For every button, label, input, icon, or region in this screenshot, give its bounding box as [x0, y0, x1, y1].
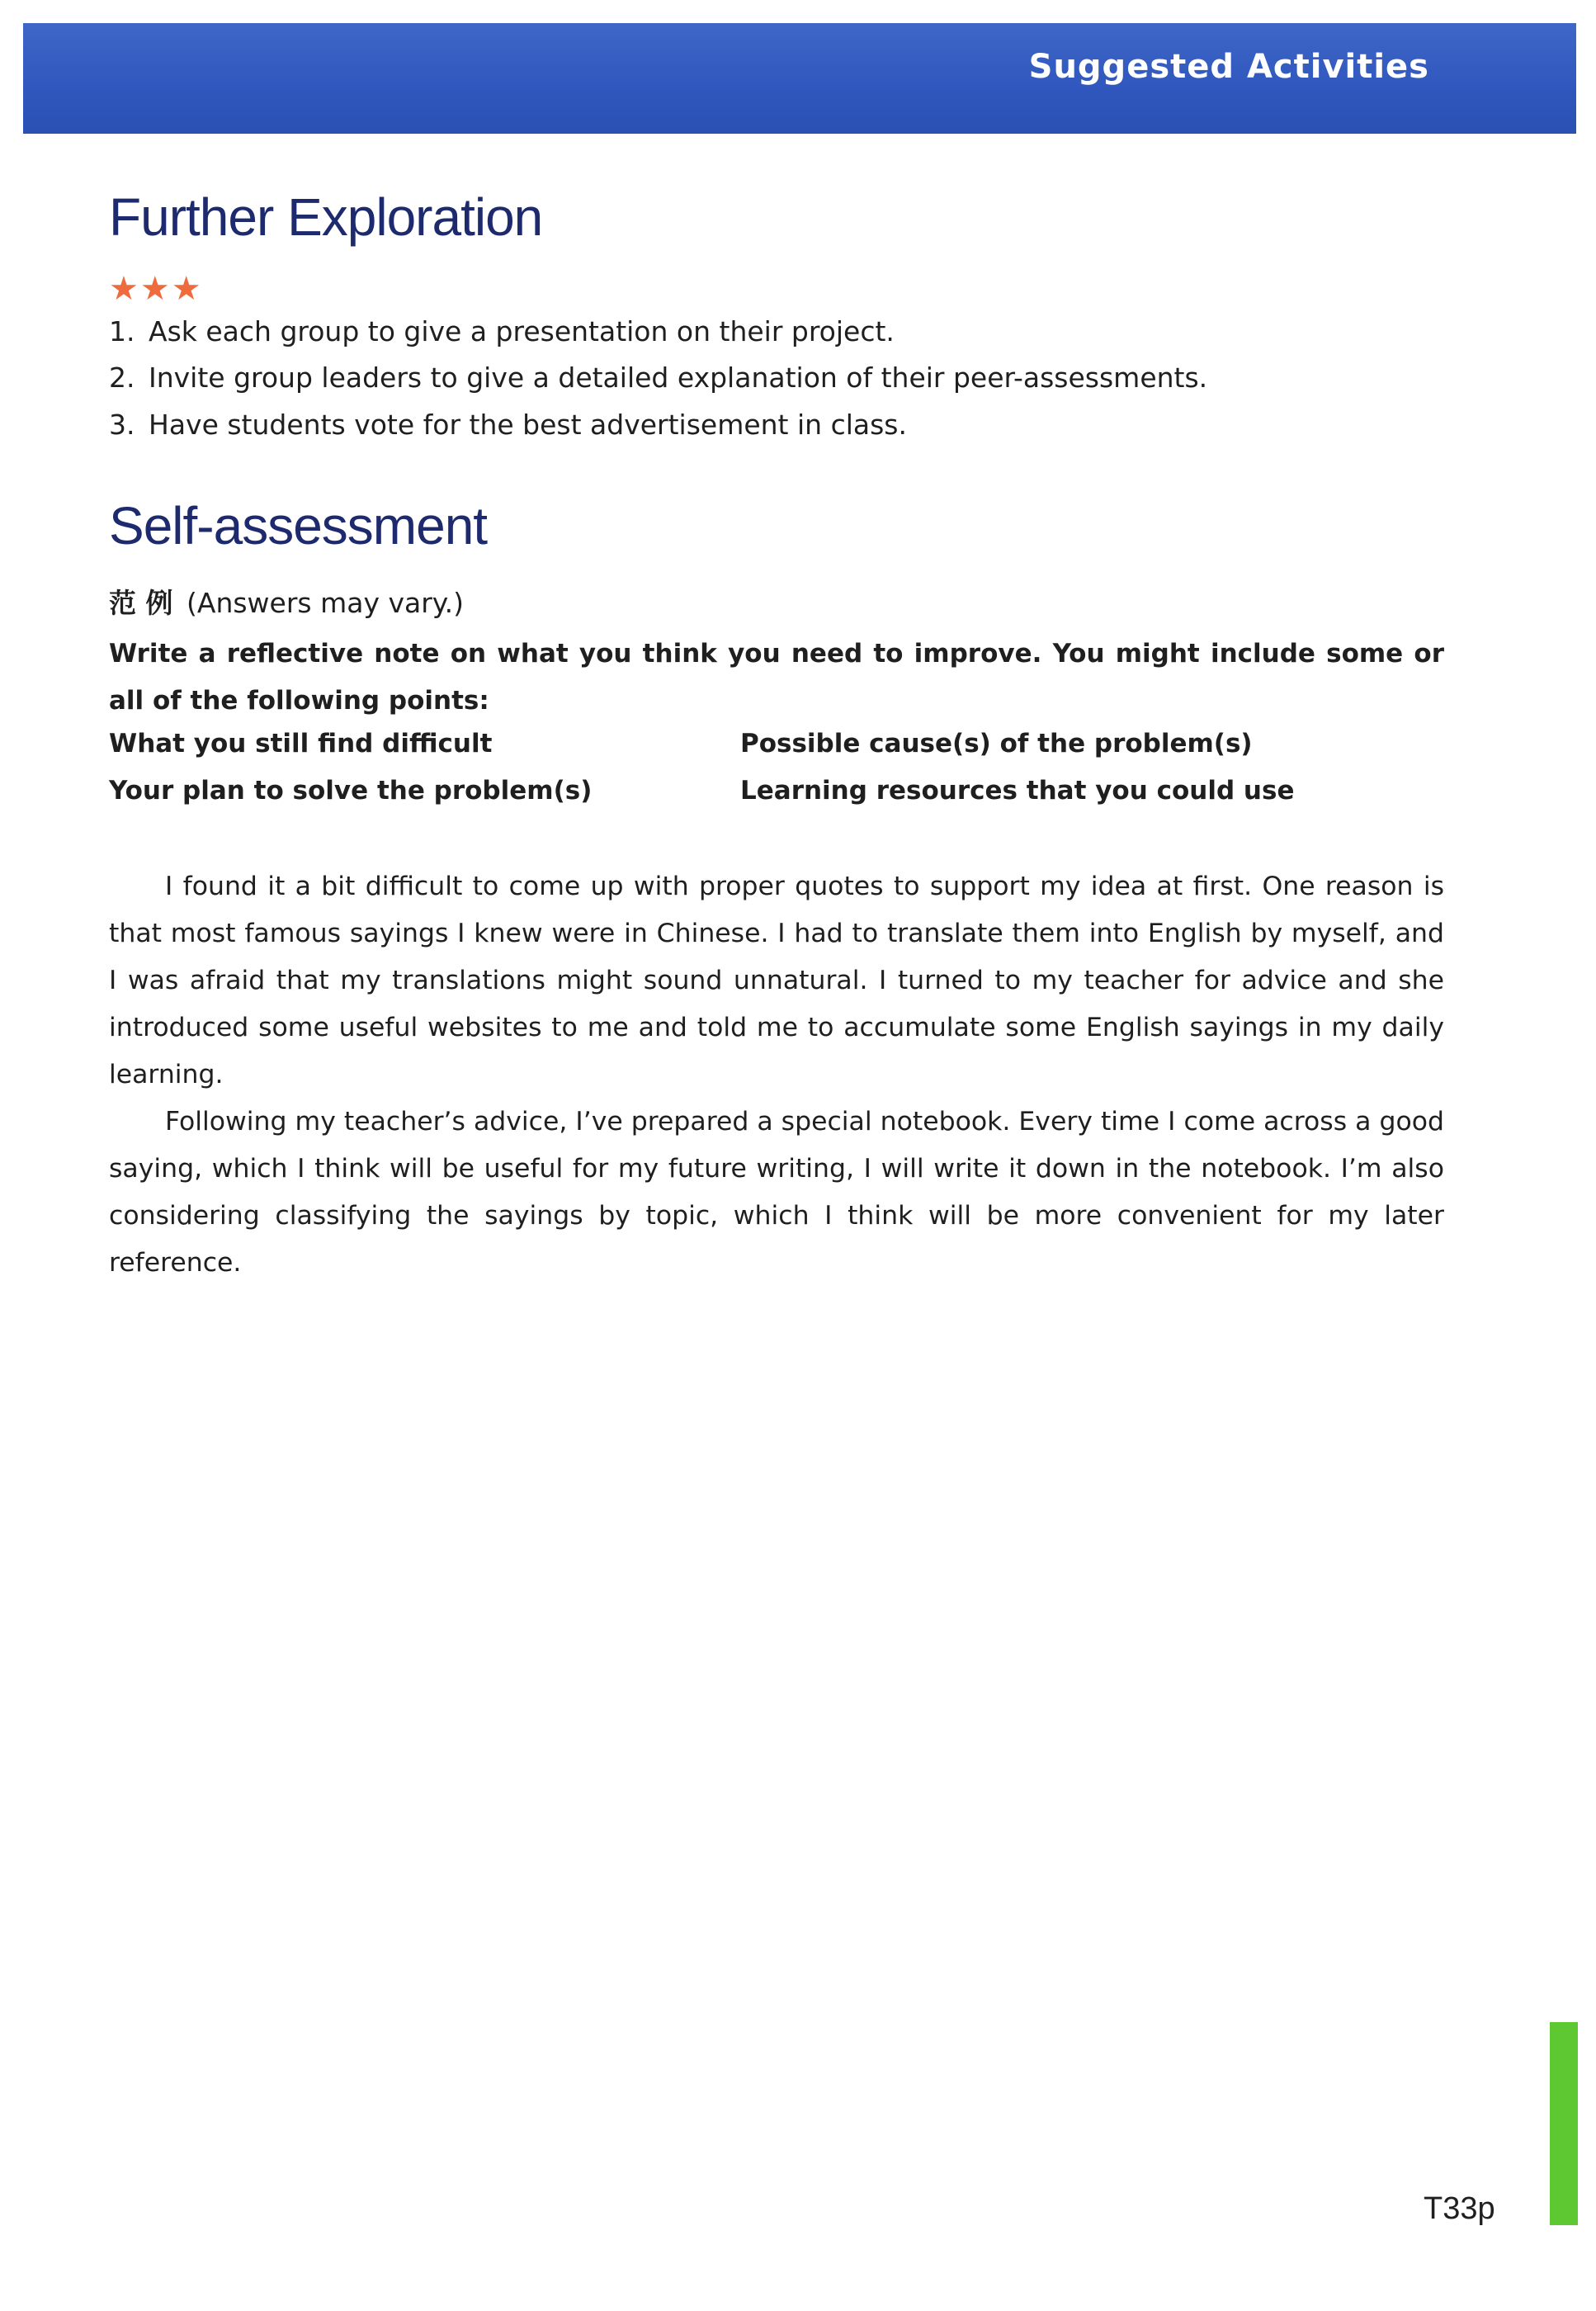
- point-item: Learning resources that you could use: [740, 776, 1295, 806]
- sample-note: (Answers may vary.): [187, 587, 464, 619]
- sample-label: [109, 582, 464, 621]
- list-text: Ask each group to give a presentation on their project.: [149, 315, 895, 347]
- essay-paragraph: I found it a bit difficult to come up with proper quotes to support my idea at first. One reason is that most famous sayings I knew were in Chinese. I had to translate them into English by myself, and I was afraid that my translations might sound unnatural. I turned to my teacher for advice and she introduced some useful websites to me and told me to accumulate some English sayings in my daily learning.: [109, 872, 1444, 1089]
- list-number: 2.: [109, 362, 135, 394]
- point-item: Possible cause(s) of the problem(s): [740, 729, 1253, 759]
- section-heading-further-exploration: Further Exploration: [109, 187, 543, 247]
- difficulty-stars-icon: ★★★: [109, 270, 203, 308]
- list-text: Have students vote for the best advertisement in class.: [149, 409, 907, 441]
- header-title: Suggested Activities: [1028, 48, 1429, 86]
- list-item: [109, 315, 895, 348]
- sample-cn-label: 范 例: [109, 587, 173, 619]
- side-tab-marker: [1550, 2022, 1578, 2225]
- list-item: [109, 409, 907, 442]
- essay-paragraph: Following my teacher’s advice, I’ve prepared a special notebook. Every time I come across a good saying, which I think will be useful for my future writing, I will write it down in the notebook. I’m also considering classifying the sayings by topic, which I think will be more convenient for my later reference.: [109, 1107, 1444, 1278]
- list-number: 3.: [109, 409, 135, 441]
- point-item: Your plan to solve the problem(s): [109, 776, 593, 806]
- section-heading-self-assessment: Self-assessment: [109, 496, 488, 555]
- list-item: [109, 362, 1207, 395]
- list-text: Invite group leaders to give a detailed explanation of their peer-assessments.: [149, 362, 1208, 394]
- reflective-note-prompt: Write a reflective note on what you think you need to improve. You might include some or all of the following points:: [109, 639, 1444, 716]
- list-number: 1.: [109, 315, 135, 347]
- point-item: What you still find difficult: [109, 729, 493, 759]
- sample-essay: [109, 863, 1444, 1287]
- page-number: T33p: [1424, 2191, 1495, 2226]
